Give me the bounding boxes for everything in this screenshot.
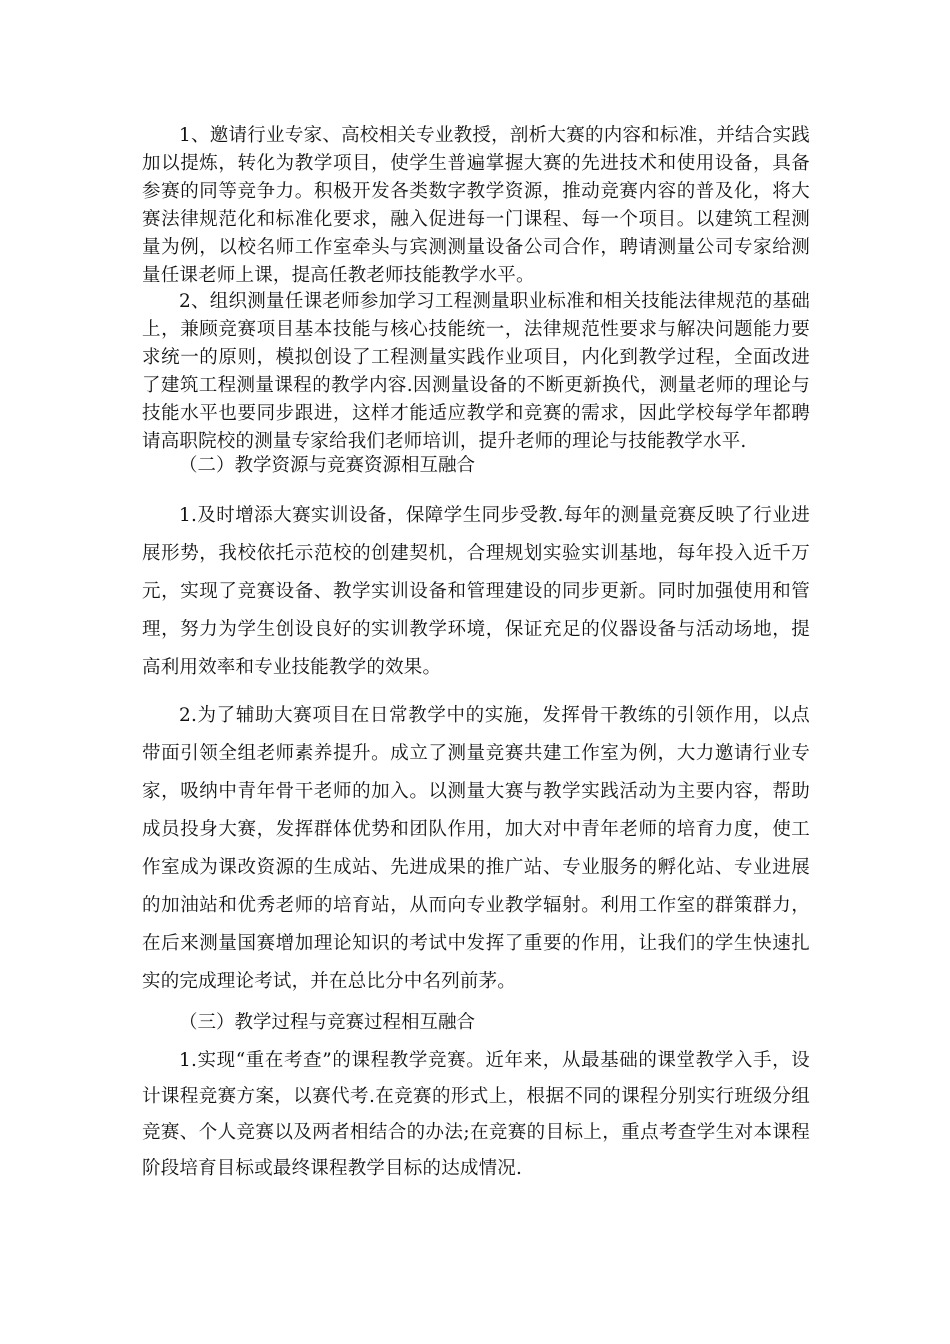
paragraph-3: 1.及时增添大赛实训设备，保障学生同步受教.每年的测量竞赛反映了行业进展形势，我校依托示范校的创建契机，合理规划实验实训基地，每年投入近千万元，实现了竞赛设备、教学实训设备和管理建设的同步更新。同时加强使用和管理，努力为学生创设良好的实训教学环境，保证充足的仪器设备与活动场地，提高利用效率和专业技能教学的效果。 bbox=[142, 505, 810, 678]
paragraph-4: 2.为了辅助大赛项目在日常教学中的实施，发挥骨干教练的引领作用，以点带面引领全组老师素养提升。成立了测量竞赛共建工作室为例，大力邀请行业专家，吸纳中青年骨干老师的加入。以测量大赛与教学实践活动为主要内容，帮助成员投身大赛，发挥群体优势和团队作用，加大对中青年老师的培育力度，使工作室成为课改资源的生成站、先进成果的推广站、专业服务的孵化站、专业进展的加油站和优秀老师的培育站，从而向专业教学辐射。利用工作室的群策群力，在后来测量国赛增加理论知识的考试中发挥了重要的作用，让我们的学生快速扎实的完成理论考试，并在总比分中名列前茅。 bbox=[142, 705, 810, 992]
paragraph-1: 1、邀请行业专家、高校相关专业教授，剖析大赛的内容和标准，并结合实践加以提炼，转化为教学项目，使学生普遍掌握大赛的先进技术和使用设备，具备参赛的同等竞争力。积极开发各类数字教学资源，推动竞赛内容的普及化，将大赛法律规范化和标准化要求，融入促进每一门课程、每一个项目。以建筑工程测量为例，以校名师工作室牵头与宾测测量设备公司合作，聘请测量公司专家给测量任课老师上课，提高任教老师技能教学水平。 bbox=[142, 125, 810, 286]
section-heading-3-number: （三） bbox=[179, 1012, 235, 1033]
paragraph-5: 1.实现“重在考查”的课程教学竞赛。近年来，从最基础的课堂教学入手，设计课程竞赛方案，以赛代考.在竞赛的形式上，根据不同的课程分别实行班级分组竞赛、个人竞赛以及两者相结合的办法;在竞赛的目标上，重点考查学生对本课程阶段培育目标或最终课程教学目标的达成情况. bbox=[142, 1050, 810, 1179]
section-heading-3 bbox=[142, 1008, 810, 1038]
section-heading-3-text: 教学过程与竞赛过程相互融合 bbox=[234, 1012, 476, 1033]
paragraph-2: 2、组织测量任课老师参加学习工程测量职业标准和相关技能法律规范的基础上，兼顾竞赛项目基本技能与核心技能统一，法律规范性要求与解决问题能力要求统一的原则，模拟创设了工程测量实践作业项目，内化到教学过程，全面改进了建筑工程测量课程的教学内容.因测量设备的不断更新换代，测量老师的理论与技能水平也要同步跟进，这样才能适应教学和竞赛的需求，因此学校每学年都聘请高职院校的测量专家给我们老师培训，提升老师的理论与技能教学水平. bbox=[142, 291, 810, 452]
section-heading-2-number: （二） bbox=[179, 455, 235, 476]
section-heading-2-text: 教学资源与竞赛资源相互融合 bbox=[234, 455, 476, 476]
section-heading-2 bbox=[142, 451, 810, 481]
